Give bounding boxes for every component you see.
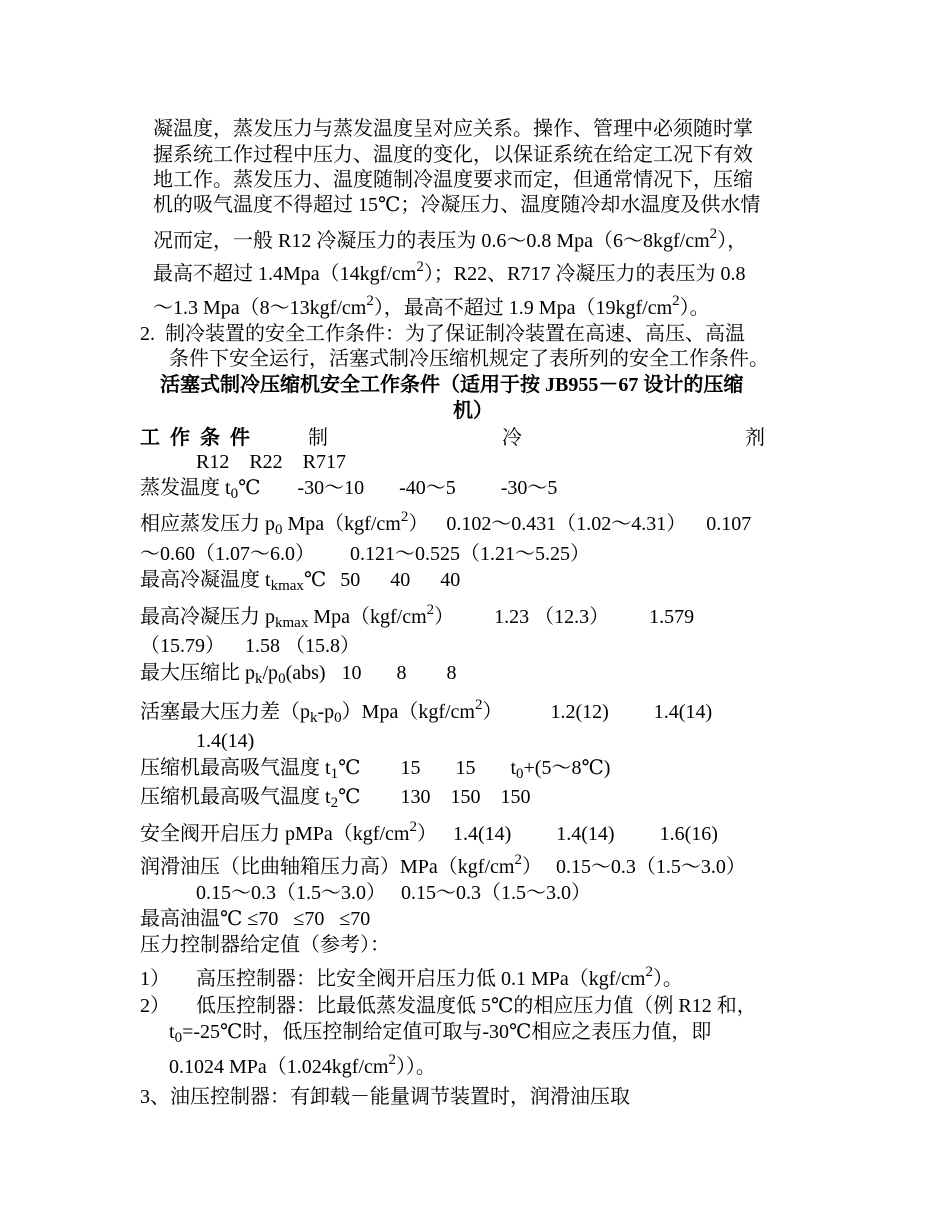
table-header-label: 工 作 条 件 bbox=[140, 427, 250, 449]
intro-line-3: 地工作。蒸发压力、温度随制冷温度要求而定，但通常情况下，压缩 bbox=[153, 169, 753, 191]
intro-line-5: 况而定，一般 R12 冷凝压力的表压为 0.6～0.8 $Mpa(6\sim 8kgf/cm^2)$， bbox=[153, 226, 748, 252]
row-lubricating-oil-pressure: 润滑油压（比曲轴箱压力高）$MPa(kgf/cm^2)$ 0.15～0.3（1.5～3.0） bbox=[140, 852, 746, 878]
controller-item-1: 高压控制器：比安全阀开启压力低 0.1 $MPa(kgf/cm^2)$。 bbox=[196, 964, 683, 990]
row-piston-max-pressure-diff: 活塞最大压力差$(p_k-p_0)Mpa(kgf/cm^2)$ 1.2(12) 1.4(14) bbox=[140, 697, 713, 726]
row-piston-max-pressure-diff-cont: 1.4(14) bbox=[196, 730, 255, 752]
controller-item-2-line-2: $t_0=-25℃$时，低压控制给定值可取与-30℃相应之表压力值，即 bbox=[169, 1021, 712, 1046]
table-header-col-2: 冷 bbox=[502, 427, 522, 449]
row-evaporation-pressure: 相应蒸发压力 $p_0$ $Mpa(kgf/cm^2)$ 0.102～0.431（1.02～4.31） 0.107 bbox=[140, 509, 752, 538]
controller-item-2-line-1: 低压控制器：比最低蒸发温度低 5℃的相应压力值（例 R12 和， bbox=[196, 995, 757, 1017]
controller-item-2-line-3: 0.1024 $MPa(1.024kgf/cm^2)$）。 bbox=[169, 1052, 436, 1078]
intro-line-6: 最高不超过 $1.4Mpa(14kgf/cm^2)$；R22、R717 冷凝压力的表压为 0.8 bbox=[153, 259, 746, 285]
row-max-oil-temp: 最高油温℃ ≤70 ≤70 ≤70 bbox=[140, 908, 371, 930]
row-evaporation-pressure-cont: ～0.60（1.07～6.0） 0.121～0.525（1.21～5.25） bbox=[140, 543, 590, 565]
table-title-line-1: 活塞式制冷压缩机安全工作条件（适用于按 JB955－67 设计的压缩 bbox=[160, 374, 744, 396]
item-2-line-2: 条件下安全运行，活塞式制冷压缩机规定了表所列的安全工作条件。 bbox=[169, 348, 769, 370]
controller-item-2-number: 2） bbox=[140, 995, 170, 1017]
intro-line-2: 握系统工作过程中压力、温度的变化，以保证系统在给定工况下有效 bbox=[153, 144, 753, 166]
intro-line-1: 凝温度，蒸发压力与蒸发温度呈对应关系。操作、管理中必须随时掌 bbox=[153, 118, 753, 140]
refrigerant-names: R12 R22 R717 bbox=[196, 451, 347, 473]
row-lubricating-oil-pressure-cont: 0.15～0.3（1.5～3.0） 0.15～0.3（1.5～3.0） bbox=[196, 882, 591, 904]
item-2-line-1: 2. 制冷装置的安全工作条件：为了保证制冷装置在高速、高压、高温 bbox=[140, 323, 745, 345]
intro-line-7: ～1.3 $Mpa(8\sim 13kgf/cm^2)$，最高不超过 1.9 $Mpa(19kgf/cm^2)$。 bbox=[153, 293, 710, 319]
row-max-condensing-temp: 最高冷凝温度 $t_{kmax}℃$ 50 40 40 bbox=[140, 569, 461, 594]
row-evaporation-temp: 蒸发温度 $t_0℃$ -30～10 -40～5 -30～5 bbox=[140, 477, 558, 502]
row-safety-valve-pressure: 安全阀开启压力 $pMPa(kgf/cm^2)$ 1.4(14) 1.4(14) 1.6(16) bbox=[140, 819, 718, 845]
row-max-discharge-temp: 压缩机最高吸气温度 $t_2℃$ 130 150 150 bbox=[140, 786, 531, 811]
table-header-col-3: 剂 bbox=[745, 427, 765, 449]
table-title-line-2: 机） bbox=[453, 400, 493, 422]
row-max-condensing-pressure-cont: （15.79） 1.58 （15.8） bbox=[140, 635, 360, 657]
controller-title: 压力控制器给定值（参考）： bbox=[140, 934, 390, 956]
intro-line-4: 机的吸气温度不得超过 15℃；冷凝压力、温度随冷却水温度及供水情 bbox=[153, 194, 761, 216]
row-max-condensing-pressure: 最高冷凝压力 $p_{kmax}$ $Mpa(kgf/cm^2)$ 1.23 （12.3） 1.579 bbox=[140, 602, 695, 631]
controller-item-3: 3、油压控制器：有卸载－能量调节装置时，润滑油压取 bbox=[140, 1086, 630, 1108]
table-header-col-1: 制 bbox=[308, 427, 328, 449]
row-max-suction-temp: 压缩机最高吸气温度 $t_1℃$ 15 15 $t_0+(5\sim 8℃)$ bbox=[140, 757, 611, 782]
row-max-compression-ratio: 最大压缩比 $p_k/p_0(abs)$ 10 8 8 bbox=[140, 662, 457, 687]
controller-item-1-number: 1） bbox=[140, 968, 170, 990]
